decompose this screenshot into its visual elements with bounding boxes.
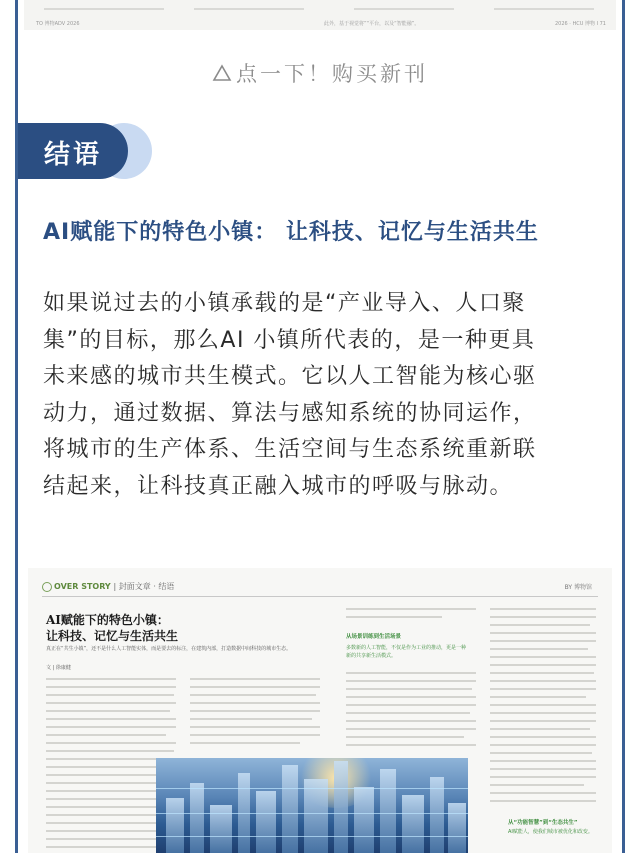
magazine-pull-quote: 多数新的人工智能，不仅是作为工业的推动，更是一种新的共享新生活模式。 bbox=[346, 645, 467, 659]
section-title: AI赋能下的特色小镇： 让科技、记忆与生活共生 bbox=[43, 220, 539, 245]
magazine-rule bbox=[42, 596, 598, 597]
right-frame-border bbox=[622, 0, 625, 853]
body-line: 未来感的城市共生模式。它以人工智能为核心驱 bbox=[43, 364, 537, 389]
smart-city-image bbox=[156, 758, 468, 853]
body-line: 集”的目标，那么AI 小镇所代表的，是一种更具 bbox=[43, 327, 536, 353]
previous-page-strip bbox=[24, 0, 616, 30]
conclusion-badge bbox=[18, 123, 152, 179]
body-line: 如果说过去的小镇承载的是“产业导入、人口聚 bbox=[43, 291, 526, 316]
badge-label: 结语 bbox=[44, 140, 103, 170]
magazine-brand: OVER STORY | 封面文章 · 结语 bbox=[42, 581, 174, 592]
body-line: 结起来，让科技真正融入城市的呼吸与脉动。 bbox=[43, 473, 514, 499]
magazine-subheading-2: 从“功能智慧”到“生态共生” bbox=[508, 820, 578, 826]
magazine-page-preview bbox=[28, 568, 612, 853]
strip-right-note: 此外，基于视觉将”“平台，以及“智能融”。 bbox=[324, 21, 420, 27]
body-paragraph bbox=[43, 286, 599, 505]
magazine-section: 封面文章 · 结语 bbox=[118, 582, 175, 591]
cover-story-logo-icon bbox=[42, 582, 52, 592]
magazine-lead: 真正在“共生小镇”，还不是什么人工智能实体，而是要去的标注，在建筑内部，打造数据中间科技的城市生态。 bbox=[46, 646, 292, 652]
magazine-subheading-2-lead: AI赋能人，使我们城市被优化和改变。 bbox=[508, 829, 593, 835]
magazine-right-tag: BY 博物馆 bbox=[564, 584, 592, 591]
buy-new-issue-link[interactable] bbox=[0, 58, 640, 88]
triangle-outline-icon bbox=[212, 64, 232, 82]
buy-link-text: 点一下！购买新刊 bbox=[236, 62, 428, 86]
magazine-subheading: 从场景训练到生活场景 bbox=[346, 634, 402, 640]
magazine-byline: 文 | 徐康健 bbox=[46, 665, 71, 671]
body-line: 动力，通过数据、算法与感知系统的协同运作， bbox=[43, 400, 537, 426]
body-line: 将城市的生产体系、生活空间与生态系统重新联 bbox=[43, 437, 537, 462]
strip-left-header: TO 博物ADV 2026 bbox=[36, 21, 80, 27]
strip-right-header: 2026 · HCU 博物 I 71 bbox=[554, 21, 606, 27]
magazine-title: AI赋能下的特色小镇： 让科技、记忆与生活共生 bbox=[46, 613, 179, 643]
